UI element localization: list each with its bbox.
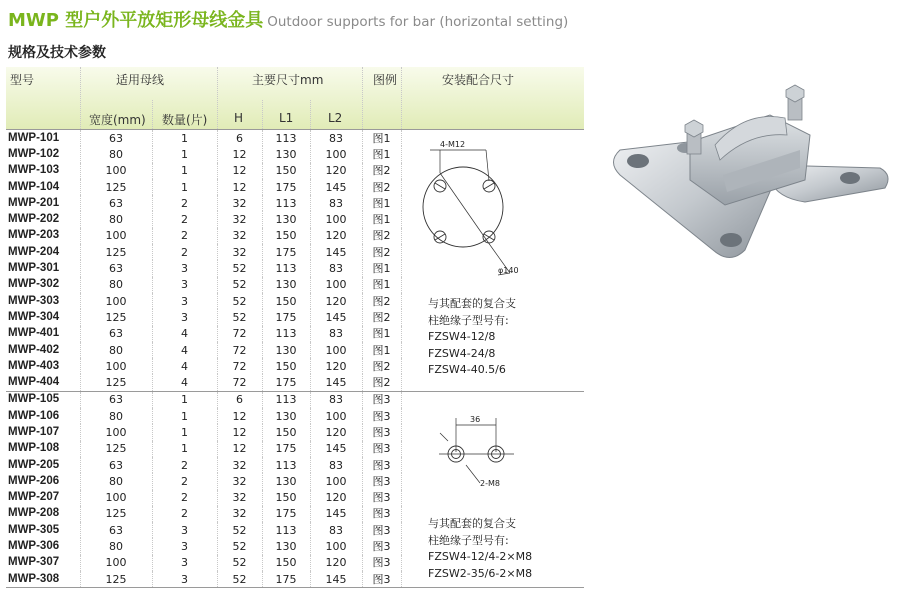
cell-model: MWP-208 <box>8 507 60 520</box>
cell-width: 63 <box>80 457 152 473</box>
cell-l2: 100 <box>310 277 362 293</box>
section-subtitle: 规格及技术参数 <box>8 45 106 61</box>
cell-l1: 175 <box>262 244 310 260</box>
cell-figure: 图2 <box>362 309 401 325</box>
note-insulators-1 <box>428 296 516 379</box>
cell-width: 125 <box>80 506 152 522</box>
cell-l1: 130 <box>262 146 310 162</box>
cell-figure: 图3 <box>362 522 401 538</box>
note-line: FZSW4-12/4-2×M8 <box>428 550 533 563</box>
cell-model: MWP-202 <box>8 213 60 226</box>
cell-model: MWP-401 <box>8 327 60 340</box>
cell-model: MWP-205 <box>8 458 60 471</box>
header-model: 型号 <box>10 73 35 87</box>
header-figure: 图例 <box>373 73 398 87</box>
cell-h: 32 <box>217 244 262 260</box>
cell-l2: 145 <box>310 244 362 260</box>
header-divider <box>401 67 402 129</box>
cell-qty: 1 <box>152 146 217 162</box>
note-line: 柱绝缘子型号有: <box>428 533 509 547</box>
cell-l1: 175 <box>262 309 310 325</box>
cell-qty: 1 <box>152 408 217 424</box>
header-width: 宽度(mm) <box>89 113 146 127</box>
cell-qty: 3 <box>152 522 217 538</box>
cell-l2: 83 <box>310 195 362 211</box>
note-line: FZSW4-40.5/6 <box>428 363 506 376</box>
label-2-m8: 2-M8 <box>480 479 500 488</box>
cell-figure: 图3 <box>362 408 401 424</box>
cell-l2: 120 <box>310 490 362 506</box>
cell-figure: 图3 <box>362 391 401 408</box>
cell-h: 32 <box>217 457 262 473</box>
cell-h: 32 <box>217 211 262 227</box>
cell-l2: 83 <box>310 260 362 276</box>
cell-figure: 图2 <box>362 228 401 244</box>
cell-h: 6 <box>217 391 262 408</box>
cell-l1: 130 <box>262 408 310 424</box>
cell-width: 100 <box>80 424 152 440</box>
cell-width: 80 <box>80 277 152 293</box>
cell-h: 72 <box>217 358 262 374</box>
cell-width: 63 <box>80 326 152 342</box>
cell-width: 100 <box>80 228 152 244</box>
header-qty: 数量(片) <box>162 113 208 127</box>
bolt-right <box>786 85 804 120</box>
cell-width: 100 <box>80 555 152 571</box>
cell-l2: 83 <box>310 522 362 538</box>
cell-l2: 120 <box>310 293 362 309</box>
cell-qty: 4 <box>152 358 217 374</box>
header-divider <box>310 100 311 129</box>
cell-model: MWP-308 <box>6 571 80 588</box>
cell-width: 125 <box>80 309 152 325</box>
cell-l1: 130 <box>262 277 310 293</box>
cell-model: MWP-103 <box>8 164 60 177</box>
cell-qty: 3 <box>152 260 217 276</box>
cell-h: 72 <box>217 342 262 358</box>
bolt-slot <box>434 231 446 243</box>
cell-figure: 图1 <box>362 326 401 342</box>
cell-l2: 120 <box>310 424 362 440</box>
cell-figure: 图3 <box>362 441 401 457</box>
cell-qty: 2 <box>152 244 217 260</box>
cell-width: 63 <box>80 391 152 408</box>
cell-l1: 113 <box>262 326 310 342</box>
cell-l1: 175 <box>262 506 310 522</box>
cell-model: MWP-101 <box>6 130 80 147</box>
cell-figure: 图3 <box>362 538 401 554</box>
cell-h: 12 <box>217 163 262 179</box>
cell-h: 32 <box>217 195 262 211</box>
cell-l1: 113 <box>262 522 310 538</box>
note-line: FZSW4-24/8 <box>428 346 496 360</box>
cell-width: 63 <box>80 130 152 147</box>
cell-l2: 145 <box>310 506 362 522</box>
title-cn: MWP 型户外平放矩形母线金具 <box>8 10 264 31</box>
cell-qty: 1 <box>152 130 217 147</box>
cell-model: MWP-403 <box>8 359 60 372</box>
cell-qty: 4 <box>152 374 217 391</box>
cell-model: MWP-106 <box>8 409 60 422</box>
label-dia-140: φ140 <box>498 266 519 275</box>
cell-h: 52 <box>217 260 262 276</box>
cell-h: 52 <box>217 538 262 554</box>
cell-width: 125 <box>80 374 152 391</box>
cell-l2: 83 <box>310 457 362 473</box>
cell-figure: 图1 <box>362 277 401 293</box>
cell-figure: 图3 <box>362 473 401 489</box>
note-line: FZSW2-35/6-2×M8 <box>428 566 533 580</box>
cell-qty: 2 <box>152 457 217 473</box>
cell-width: 80 <box>80 146 152 162</box>
cell-l1: 175 <box>262 179 310 195</box>
header-l2: L2 <box>328 111 343 125</box>
cell-l1: 130 <box>262 538 310 554</box>
cell-l1: 113 <box>262 195 310 211</box>
cell-qty: 1 <box>152 424 217 440</box>
note-line: 与其配套的复合支 <box>428 297 516 310</box>
header-divider <box>152 100 153 129</box>
cell-figure: 图2 <box>362 358 401 374</box>
cell-l2: 120 <box>310 358 362 374</box>
cell-figure: 图3 <box>362 457 401 473</box>
cell-qty: 4 <box>152 326 217 342</box>
note-line: 与其配套的复合支 <box>428 517 516 530</box>
header-dims: 主要尺寸mm <box>252 73 324 87</box>
cell-figure: 图1 <box>362 195 401 211</box>
label-36: 36 <box>470 415 481 424</box>
cell-model: MWP-404 <box>8 376 60 389</box>
figure-1-diagram <box>420 135 530 285</box>
cell-width: 100 <box>80 163 152 179</box>
cell-h: 52 <box>217 293 262 309</box>
cell-width: 125 <box>80 441 152 457</box>
cell-h: 72 <box>217 326 262 342</box>
cell-model: MWP-305 <box>8 523 60 536</box>
figure-3-diagram <box>436 410 526 495</box>
cell-l2: 100 <box>310 342 362 358</box>
cell-l1: 175 <box>262 441 310 457</box>
note-line: FZSW4-12/8 <box>428 330 496 343</box>
cell-width: 80 <box>80 538 152 554</box>
cell-figure: 图3 <box>362 424 401 440</box>
cell-l2: 100 <box>310 408 362 424</box>
cell-l1: 175 <box>262 374 310 391</box>
cell-h: 32 <box>217 228 262 244</box>
cell-l1: 130 <box>262 211 310 227</box>
cell-model: MWP-102 <box>8 147 60 160</box>
cell-figure: 图1 <box>362 211 401 227</box>
cell-l1: 150 <box>262 424 310 440</box>
cell-h: 12 <box>217 441 262 457</box>
cell-l1: 130 <box>262 342 310 358</box>
cell-model: MWP-307 <box>8 556 60 569</box>
cell-h: 52 <box>217 277 262 293</box>
label-4-m12: 4-M12 <box>440 140 466 149</box>
cell-l2: 145 <box>310 374 362 391</box>
cell-model: MWP-108 <box>8 442 60 455</box>
cell-qty: 3 <box>152 555 217 571</box>
cell-model: MWP-302 <box>8 278 60 291</box>
cell-model: MWP-301 <box>8 262 60 275</box>
cell-qty: 2 <box>152 506 217 522</box>
cell-l2: 145 <box>310 179 362 195</box>
cell-qty: 2 <box>152 490 217 506</box>
cell-h: 32 <box>217 490 262 506</box>
cell-qty: 2 <box>152 228 217 244</box>
cell-l2: 120 <box>310 228 362 244</box>
cell-qty: 1 <box>152 179 217 195</box>
cell-width: 63 <box>80 195 152 211</box>
cell-model: MWP-105 <box>6 391 80 408</box>
cell-qty: 2 <box>152 473 217 489</box>
cell-model: MWP-107 <box>8 425 60 438</box>
cell-figure: 图2 <box>362 163 401 179</box>
cell-qty: 3 <box>152 277 217 293</box>
cell-model: MWP-304 <box>8 310 60 323</box>
header-l1: L1 <box>279 111 294 125</box>
cell-install <box>401 391 584 408</box>
cell-qty: 3 <box>152 571 217 588</box>
header-divider <box>80 67 81 129</box>
cell-l1: 150 <box>262 228 310 244</box>
cell-figure: 图2 <box>362 293 401 309</box>
cell-l1: 113 <box>262 130 310 147</box>
cell-figure: 图3 <box>362 506 401 522</box>
note-line: 柱绝缘子型号有: <box>428 313 509 327</box>
bolt-left <box>685 120 703 154</box>
cell-width: 80 <box>80 473 152 489</box>
cell-model: MWP-201 <box>8 196 60 209</box>
cell-h: 6 <box>217 130 262 147</box>
cell-model: MWP-306 <box>8 540 60 553</box>
cell-h: 32 <box>217 473 262 489</box>
cell-h: 12 <box>217 408 262 424</box>
cell-width: 100 <box>80 490 152 506</box>
cell-h: 12 <box>217 179 262 195</box>
cell-width: 125 <box>80 244 152 260</box>
cell-l2: 145 <box>310 441 362 457</box>
header-divider <box>217 67 218 129</box>
cell-figure: 图2 <box>362 374 401 391</box>
cell-qty: 3 <box>152 309 217 325</box>
title-en: Outdoor supports for bar (horizontal setting) <box>267 14 569 30</box>
cell-l1: 113 <box>262 391 310 408</box>
cell-width: 100 <box>80 293 152 309</box>
cell-width: 80 <box>80 211 152 227</box>
cell-model: MWP-402 <box>8 343 60 356</box>
table-header <box>6 67 584 129</box>
cell-l1: 150 <box>262 490 310 506</box>
cell-l2: 100 <box>310 211 362 227</box>
cell-figure: 图1 <box>362 342 401 358</box>
cell-qty: 3 <box>152 538 217 554</box>
cell-l2: 145 <box>310 571 362 588</box>
cell-model: MWP-204 <box>8 245 60 258</box>
cell-width: 100 <box>80 358 152 374</box>
page-title <box>8 6 568 32</box>
cell-figure: 图3 <box>362 571 401 588</box>
header-h: H <box>234 111 244 125</box>
cell-l1: 150 <box>262 358 310 374</box>
cell-h: 32 <box>217 506 262 522</box>
cell-l2: 120 <box>310 163 362 179</box>
cell-h: 52 <box>217 522 262 538</box>
cell-model: MWP-104 <box>8 180 60 193</box>
header-divider <box>262 100 263 129</box>
header-busbar: 适用母线 <box>116 73 165 87</box>
cell-width: 80 <box>80 408 152 424</box>
table-row <box>6 391 584 408</box>
cell-qty: 2 <box>152 211 217 227</box>
cell-qty: 2 <box>152 195 217 211</box>
flange-circle <box>423 167 503 247</box>
cell-l1: 175 <box>262 571 310 588</box>
cell-qty: 1 <box>152 163 217 179</box>
cell-l1: 113 <box>262 457 310 473</box>
cell-l2: 83 <box>310 391 362 408</box>
cell-qty: 1 <box>152 391 217 408</box>
cell-width: 63 <box>80 260 152 276</box>
header-install: 安装配合尺寸 <box>442 73 515 87</box>
cell-width: 80 <box>80 342 152 358</box>
cell-l2: 100 <box>310 473 362 489</box>
cell-figure: 图1 <box>362 146 401 162</box>
bolt-slot <box>434 180 446 192</box>
cell-l2: 100 <box>310 538 362 554</box>
cell-l2: 120 <box>310 555 362 571</box>
cell-l1: 150 <box>262 163 310 179</box>
cell-h: 12 <box>217 424 262 440</box>
cell-l1: 113 <box>262 260 310 276</box>
cell-l1: 150 <box>262 555 310 571</box>
cell-h: 52 <box>217 309 262 325</box>
cell-l2: 83 <box>310 130 362 147</box>
cell-figure: 图2 <box>362 244 401 260</box>
cell-figure: 图2 <box>362 179 401 195</box>
cell-l1: 130 <box>262 473 310 489</box>
bolt-slot <box>483 180 495 192</box>
cell-width: 63 <box>80 522 152 538</box>
cell-l2: 83 <box>310 326 362 342</box>
cell-h: 12 <box>217 146 262 162</box>
cell-width: 125 <box>80 179 152 195</box>
cell-width: 125 <box>80 571 152 588</box>
cell-model: MWP-206 <box>8 474 60 487</box>
cell-h: 72 <box>217 374 262 391</box>
cell-figure: 图1 <box>362 260 401 276</box>
cell-figure: 图1 <box>362 130 401 147</box>
cell-l2: 100 <box>310 146 362 162</box>
header-divider <box>362 67 363 129</box>
note-insulators-2 <box>428 516 532 582</box>
cell-model: MWP-207 <box>8 491 60 504</box>
cell-h: 52 <box>217 555 262 571</box>
cell-model: MWP-303 <box>8 294 60 307</box>
cell-qty: 1 <box>152 441 217 457</box>
cell-figure: 图3 <box>362 490 401 506</box>
cell-model: MWP-203 <box>8 229 60 242</box>
cell-h: 52 <box>217 571 262 588</box>
cell-qty: 4 <box>152 342 217 358</box>
cell-l1: 150 <box>262 293 310 309</box>
cell-figure: 图3 <box>362 555 401 571</box>
cell-qty: 3 <box>152 293 217 309</box>
product-photo <box>595 80 895 285</box>
cell-l2: 145 <box>310 309 362 325</box>
